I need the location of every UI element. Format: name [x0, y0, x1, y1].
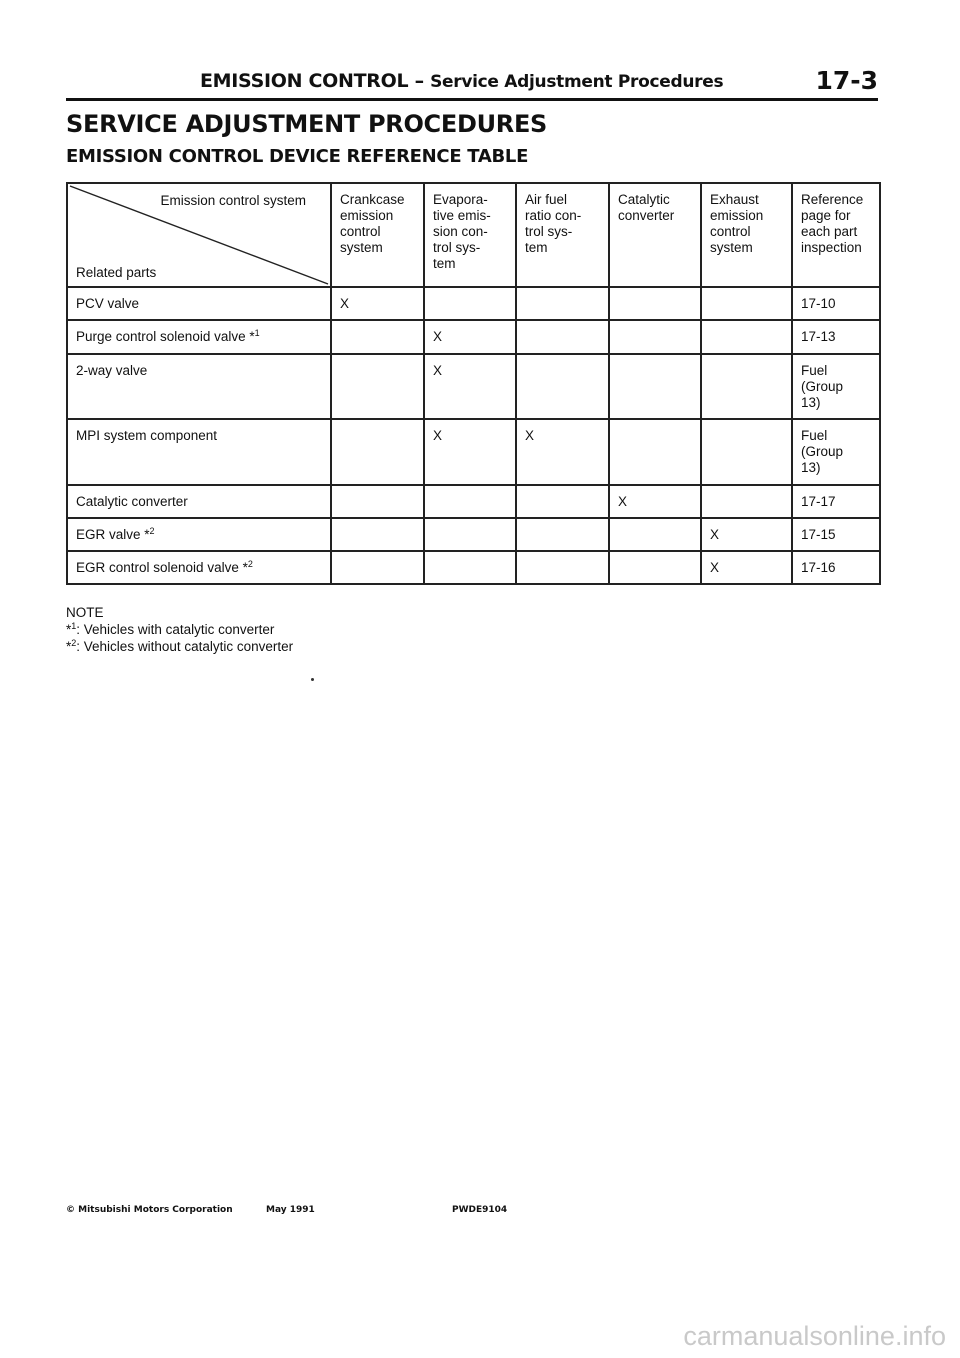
corner-parts-label: Related parts — [76, 265, 157, 280]
column-header — [701, 183, 792, 287]
running-title-main: EMISSION CONTROL – — [200, 70, 431, 92]
mark-cell — [516, 551, 609, 584]
note-footnote-mark: 1 — [71, 621, 77, 631]
running-title-sub: Service Adjustment Procedures — [430, 72, 724, 92]
part-name — [67, 287, 331, 320]
reference-page: 17-15 — [792, 518, 880, 551]
section-title: SERVICE ADJUSTMENT PROCEDURES — [66, 110, 548, 138]
reference-table — [66, 182, 881, 585]
note-text: : Vehicles with catalytic converter — [76, 622, 275, 637]
table-row — [67, 518, 880, 551]
mark-cell: X — [516, 419, 609, 485]
column-header — [516, 183, 609, 287]
mark-cell — [609, 354, 701, 419]
table-row — [67, 551, 880, 584]
footer-copyright: © Mitsubishi Motors Corporation — [66, 1205, 233, 1215]
mark-cell: X — [331, 287, 424, 320]
watermark: carmanualsonline.info — [683, 1321, 946, 1351]
mark-cell — [701, 287, 792, 320]
mark-cell — [609, 419, 701, 485]
mark-cell — [331, 354, 424, 419]
column-header-label: Exhaust emission control system — [710, 192, 764, 255]
corner-cell — [67, 183, 331, 287]
mark-cell: X — [424, 354, 516, 419]
part-name — [67, 518, 331, 551]
column-header-label: Reference page for each part inspection — [801, 192, 864, 255]
mark-cell — [516, 354, 609, 419]
mark-cell — [424, 485, 516, 518]
mark-cell: X — [424, 419, 516, 485]
table-row — [67, 320, 880, 354]
column-header-label: Evapora- tive emis- sion con- trol sys- tem — [433, 192, 491, 271]
part-footnote-mark: 1 — [254, 328, 260, 338]
part-footnote-mark: 2 — [247, 559, 253, 569]
column-header — [424, 183, 516, 287]
reference-page: 17-16 — [792, 551, 880, 584]
mark-cell — [701, 320, 792, 354]
mark-cell — [701, 485, 792, 518]
mark-cell — [609, 518, 701, 551]
part-name — [67, 485, 331, 518]
mark-cell: X — [701, 551, 792, 584]
corner-system-label: Emission control system — [160, 193, 306, 208]
part-label: 2-way valve — [76, 363, 148, 378]
column-header-label: Catalytic converter — [618, 192, 675, 223]
part-name — [67, 320, 331, 354]
part-label: PCV valve — [76, 296, 140, 311]
part-label: Catalytic converter — [76, 494, 188, 509]
note-item: *$^2$: Vehicles without catalytic converter — [66, 638, 294, 654]
table-row — [67, 419, 880, 485]
mark-cell — [516, 287, 609, 320]
mark-cell — [701, 354, 792, 419]
note-heading: NOTE — [66, 605, 104, 620]
mark-cell — [331, 518, 424, 551]
part-label: MPI system component — [76, 428, 218, 443]
mark-cell — [331, 485, 424, 518]
reference-page: 17-13 — [792, 320, 880, 354]
mark-cell — [609, 551, 701, 584]
mark-cell — [516, 320, 609, 354]
column-header-label: Crankcase emission control system — [340, 192, 405, 255]
mark-cell — [609, 287, 701, 320]
mark-cell — [424, 551, 516, 584]
reference-page: 17-10 — [792, 287, 880, 320]
note-text: : Vehicles without catalytic converter — [76, 639, 294, 654]
table-row — [67, 485, 880, 518]
part-footnote-mark: 2 — [149, 526, 155, 536]
reference-page: 17-17 — [792, 485, 880, 518]
mark-cell — [331, 320, 424, 354]
part-name — [67, 354, 331, 419]
mark-cell: X — [701, 518, 792, 551]
mark-cell — [424, 287, 516, 320]
table-header-row — [67, 183, 880, 287]
note-block — [66, 604, 293, 655]
mark-cell — [701, 419, 792, 485]
mark-cell — [609, 320, 701, 354]
part-label: EGR control solenoid valve * — [76, 560, 248, 575]
table-title: EMISSION CONTROL DEVICE REFERENCE TABLE — [66, 146, 529, 167]
reference-page: Fuel (Group 13) — [792, 354, 880, 419]
column-header — [792, 183, 880, 287]
mark-cell — [331, 419, 424, 485]
page-number: 17-3 — [815, 66, 878, 95]
page-header — [66, 66, 878, 101]
running-title — [200, 70, 723, 92]
mark-cell — [331, 551, 424, 584]
stray-dot — [311, 678, 314, 681]
mark-cell — [516, 518, 609, 551]
mark-cell: X — [424, 320, 516, 354]
column-header — [331, 183, 424, 287]
column-header — [609, 183, 701, 287]
part-label: Purge control solenoid valve * — [76, 329, 255, 344]
part-label: EGR valve * — [76, 527, 150, 542]
page-footer — [66, 1205, 626, 1221]
note-footnote-mark: 2 — [71, 638, 77, 648]
table-row — [67, 354, 880, 419]
mark-cell — [424, 518, 516, 551]
part-name — [67, 419, 331, 485]
note-item: *$^1$: Vehicles with catalytic converter — [66, 621, 275, 637]
footer-code: PWDE9104 — [452, 1205, 508, 1215]
mark-cell — [516, 485, 609, 518]
part-name — [67, 551, 331, 584]
reference-page: Fuel (Group 13) — [792, 419, 880, 485]
mark-cell: X — [609, 485, 701, 518]
footer-date: May 1991 — [266, 1205, 315, 1215]
table-row — [67, 287, 880, 320]
column-header-label: Air fuel ratio con- trol sys- tem — [525, 192, 582, 255]
